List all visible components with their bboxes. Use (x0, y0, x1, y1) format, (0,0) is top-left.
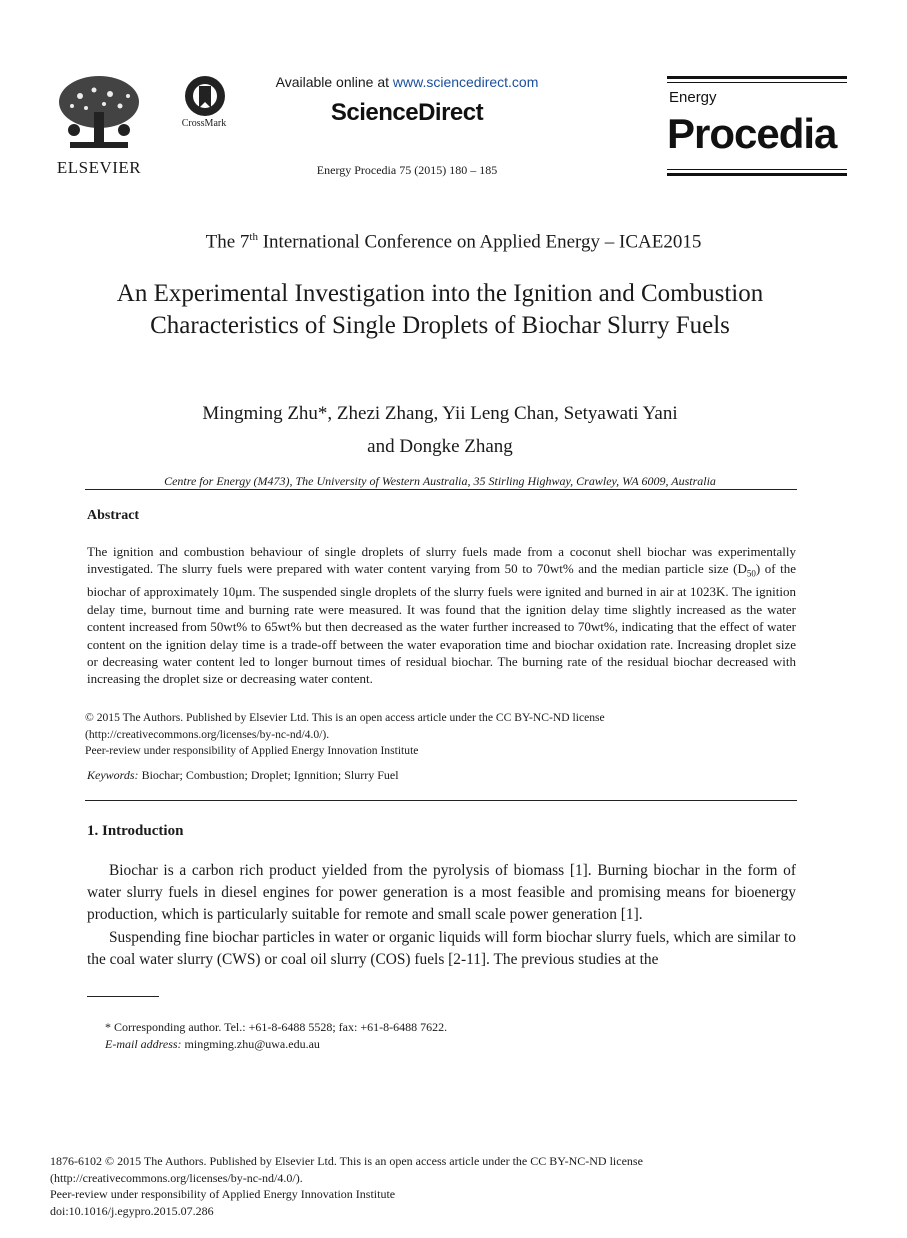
authors-line-2: and Dongke Zhang (367, 436, 513, 457)
sciencedirect-link[interactable]: www.sciencedirect.com (392, 74, 539, 90)
journal-big-word: Procedia (667, 110, 837, 157)
energy-procedia-logo (667, 76, 847, 176)
bottom-license-link[interactable]: (http://creativecommons.org/licenses/by-nc-nd/4.0/). (50, 1170, 303, 1185)
bottom-line-1: 1876-6102 © 2015 The Authors. Published by Elsevier Ltd. This is an open access article under the CC BY-NC-ND license (50, 1154, 643, 1168)
abstract-body (87, 543, 796, 688)
paper-title: An Experimental Investigation into the Ignition and Combustion Characteristics of Single Droplets of Biochar Slurry Fuels (116, 280, 764, 339)
conference-post: International Conference on Applied Energy – ICAE2015 (257, 231, 702, 253)
doi[interactable]: doi:10.1016/j.egypro.2015.07.286 (50, 1203, 214, 1218)
divider-top (85, 489, 797, 490)
license-block (85, 710, 797, 760)
authors-line-1: Mingming Zhu*, Zhezi Zhang, Yii Leng Chan, Setyawati Yani (202, 403, 678, 424)
conference-pre: The 7 (205, 231, 250, 253)
conference-sup: th (249, 231, 258, 243)
email-line (105, 1036, 795, 1053)
corresponding-author: * Corresponding author. Tel.: +61-8-6488 5528; fax: +61-8-6488 7622. (105, 1020, 448, 1034)
available-online (262, 74, 552, 90)
keywords-label: Keywords: (87, 768, 139, 782)
license-line-3: Peer-review under responsibility of Applied Energy Innovation Institute (85, 744, 419, 758)
publisher-name: ELSEVIER (56, 158, 142, 177)
license-link[interactable]: (http://creativecommons.org/licenses/by-nc-nd/4.0/). (85, 727, 330, 741)
abstract-text-1: The ignition and combustion behaviour of single droplets of slurry fuels made from a coconut shell biochar was experimentally investigated. The slurry fuels were prepared with water content varying from 50 to 70wt% and the median particle size (D (87, 544, 796, 577)
conference-line (0, 231, 907, 253)
authors (90, 397, 790, 463)
affiliation: Centre for Energy (M473), The University of Western Australia, 35 Stirling Highway, Crawley, WA 6009, Australia (164, 474, 716, 488)
logo-rule-bottom-thin (667, 169, 847, 170)
available-prefix: Available online at (275, 74, 393, 90)
license-line-1: © 2015 The Authors. Published by Elsevier Ltd. This is an open access article under the CC BY-NC-ND license (85, 711, 605, 724)
logo-rule-bottom (667, 173, 847, 176)
journal-reference: Energy Procedia 75 (2015) 180 – 185 (316, 163, 498, 177)
bottom-copyright (50, 1153, 870, 1219)
email-label: E-mail address: (105, 1037, 182, 1051)
intro-heading: 1. Introduction (87, 823, 184, 839)
intro-paragraph-1: Biochar is a carbon rich product yielded from the pyrolysis of biomass [1]. Burning biochar in the form of water slurry fuels in diesel engines for power generation is a most feasible and promising means for bioenergy production, which is particularly suitable for remote and small scale power generation [1]. (87, 862, 796, 924)
intro-body (87, 860, 796, 971)
elsevier-logo (50, 72, 148, 180)
logo-rule-top (667, 76, 847, 79)
journal-small-word: Energy (669, 89, 717, 106)
email-address[interactable]: mingming.zhu@uwa.edu.au (181, 1037, 320, 1051)
abstract-subscript: 50 (746, 569, 756, 579)
abstract-heading: Abstract (87, 508, 140, 523)
bottom-line-3: Peer-review under responsibility of Applied Energy Innovation Institute (50, 1187, 396, 1202)
keywords-text: Biochar; Combustion; Droplet; Ignnition; Slurry Fuel (138, 768, 399, 782)
logo-rule-top-thin (667, 82, 847, 83)
keywords (87, 768, 799, 783)
abstract-text-2: ) of the biochar of approximately 10μm. The suspended single droplets of the slurry fuels were ignited and burned in air at 1023K. The ignition delay time, burnout time and burning rate were measured. It was found that the ignition delay time slightly increased as the water content increased from 50wt% to 65wt% but then decreased as the water further increased to 70wt%, indicating that the effect of water content on the ignition delay time is a trade-off between the water evaporation time and biochar oxidation rate. Increasing droplet size or decreasing water content led to longer burnout times of residual biochar. The burning rate of the residual biochar decreased with increasing the droplet size or decreasing water content. (87, 561, 796, 687)
footnote-rule (87, 996, 159, 997)
footnote (105, 1019, 795, 1053)
sciencedirect-brand: ScienceDirect (330, 99, 484, 126)
divider-keywords (85, 800, 797, 801)
intro-paragraph-2: Suspending fine biochar particles in water or organic liquids will form biochar slurry fuels, which are similar to the coal water slurry (CWS) or coal oil slurry (COS) fuels [2-11]. The previous studies at the (87, 928, 796, 968)
crossmark-label: CrossMark (181, 118, 227, 129)
